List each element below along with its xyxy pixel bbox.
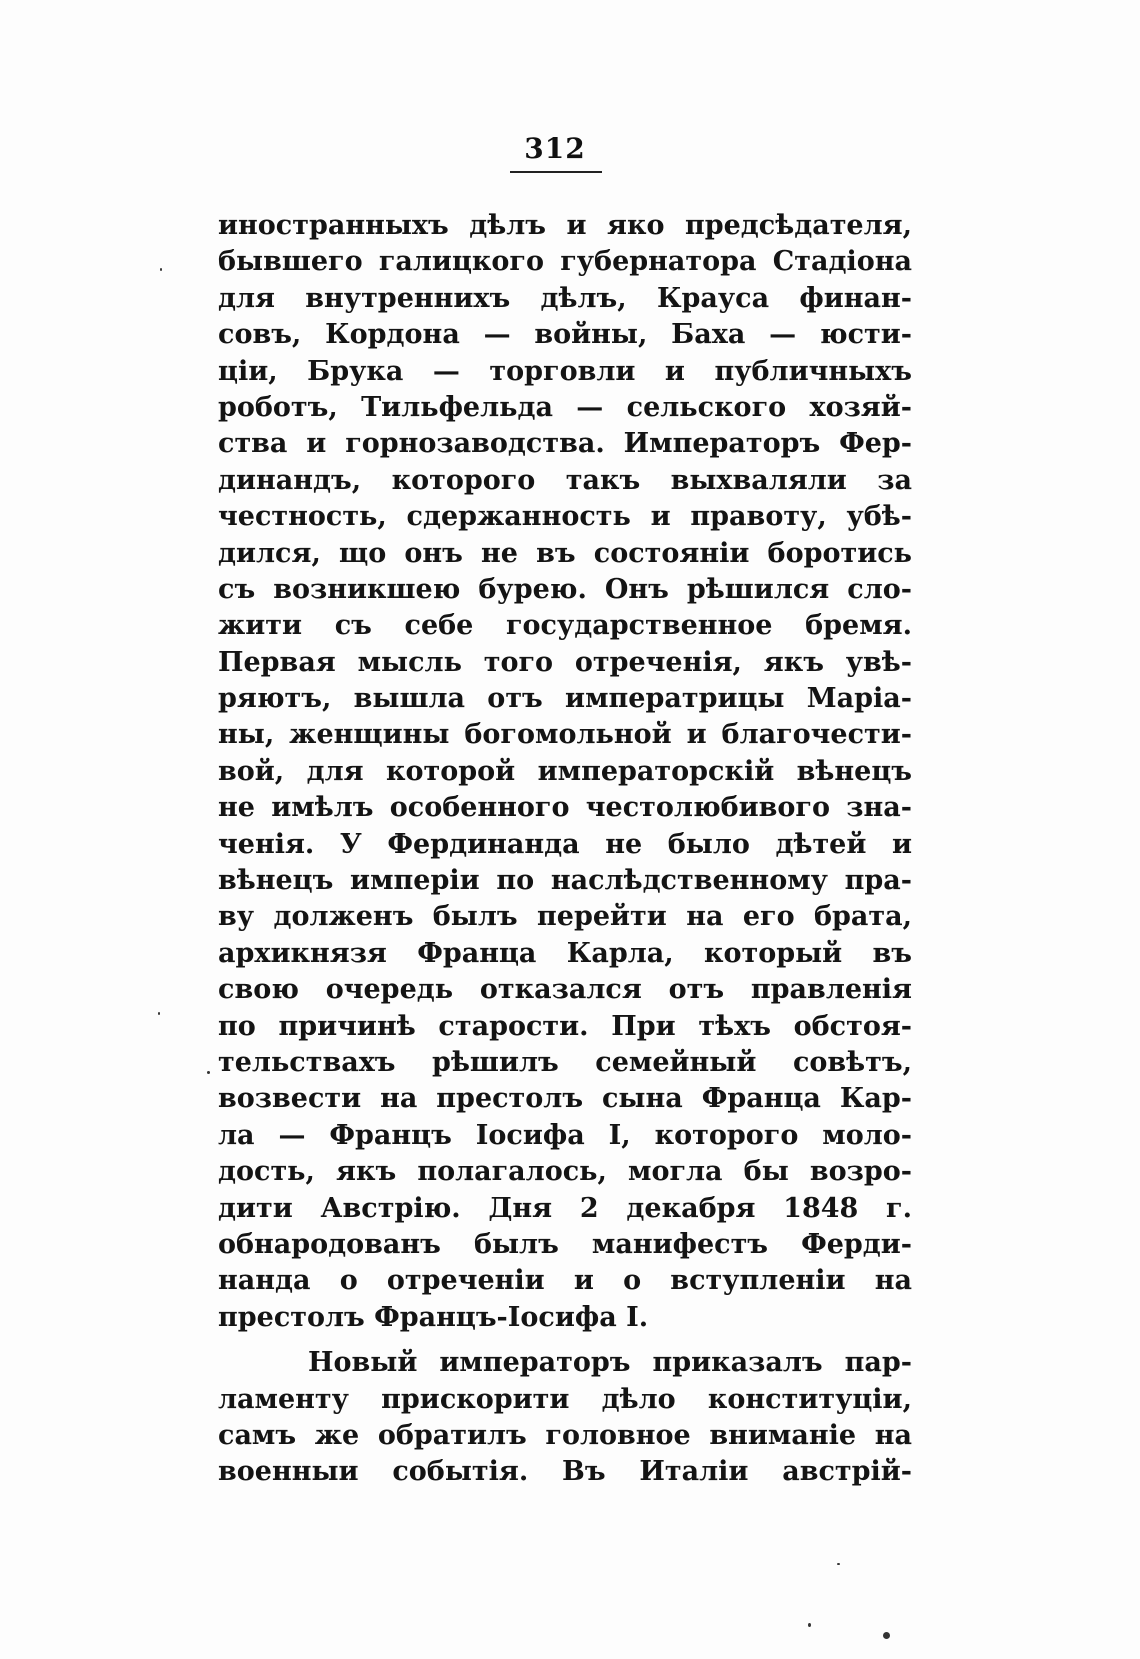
text-line: съ возникшею бурею. Онъ рѣшился сло-	[218, 573, 912, 605]
text-line: ны, женщины богомольной и благочести-	[218, 719, 912, 751]
text-line: ла — Францъ Іосифа I, которого моло-	[218, 1119, 912, 1151]
text-line: военныи событія. Въ Италіи австрій-	[218, 1456, 912, 1488]
text-line: не имѣлъ особенного честолюбивого зна-	[218, 792, 912, 824]
text-line: архикнязя Франца Карла, который въ	[218, 937, 912, 969]
text-line: ламенту прискорити дѣло конституціи,	[218, 1383, 912, 1415]
paragraph-gap	[218, 1336, 912, 1345]
text-line: совъ, Кордона — войны, Баха — юсти-	[218, 319, 912, 351]
text-line: Новый императоръ приказалъ пар-	[308, 1347, 912, 1379]
print-speck	[158, 1012, 160, 1015]
paragraph-2	[218, 1345, 912, 1491]
print-speck	[160, 268, 162, 271]
text-line: роботъ, Тильфельда — сельского хозяй-	[218, 391, 912, 423]
text-line: жити съ себе государственное бремя.	[218, 610, 912, 642]
text-line: обнародованъ былъ манифестъ Ферди-	[218, 1228, 912, 1260]
text-line: ства и горнозаводства. Императоръ Фер-	[218, 428, 912, 460]
text-line: иностранныхъ дѣлъ и яко предсѣдателя,	[218, 210, 912, 241]
body-text	[218, 208, 912, 1491]
text-line: престолъ Францъ-Іосифа I.	[218, 1301, 649, 1333]
text-line: возвести на престолъ сына Франца Кар-	[218, 1083, 912, 1115]
paragraph-1	[218, 208, 912, 1336]
print-speck	[207, 1071, 210, 1074]
print-speck	[883, 1632, 890, 1639]
text-line: дити Австрію. Дня 2 декабря 1848 г.	[218, 1192, 912, 1224]
text-line: по причинѣ старости. При тѣхъ обстоя-	[218, 1010, 912, 1042]
text-line: бывшего галицкого губернатора Стадіона	[218, 246, 912, 278]
text-line: ряютъ, вышла отъ императрицы Маріа-	[218, 683, 912, 715]
print-speck	[808, 1623, 811, 1627]
text-line: ву долженъ былъ перейти на его брата,	[218, 901, 912, 933]
text-line: тельствахъ рѣшилъ семейный совѣтъ,	[218, 1046, 912, 1078]
text-line: вѣнецъ имперіи по наслѣдственному пра-	[218, 865, 912, 897]
text-line: свою очередь отказался отъ правленія	[218, 974, 912, 1006]
text-line: вой, для которой императорскій вѣнецъ	[218, 755, 912, 787]
page-number-rule	[510, 171, 602, 173]
text-line: дость, якъ полагалось, могла бы возро-	[218, 1156, 912, 1188]
text-line: честность, сдержанность и правоту, убѣ-	[218, 501, 912, 533]
page-number: 312	[524, 132, 586, 165]
text-line: Первая мысль того отреченія, якъ увѣ-	[218, 646, 912, 678]
text-line: дился, що онъ не въ состояніи боротись	[218, 537, 912, 569]
text-line: ченія. У Фердинанда не было дѣтей и	[218, 828, 912, 860]
text-line: для внутреннихъ дѣлъ, Крауса финан-	[218, 282, 912, 314]
print-speck	[837, 1563, 840, 1565]
text-line: динандъ, которого такъ выхваляли за	[218, 464, 912, 496]
text-line: самъ же обратилъ головное вниманіе на	[218, 1419, 912, 1451]
text-line: ціи, Брука — торговли и публичныхъ	[218, 355, 912, 387]
text-line: нанда о отреченіи и о вступленіи на	[218, 1265, 912, 1297]
